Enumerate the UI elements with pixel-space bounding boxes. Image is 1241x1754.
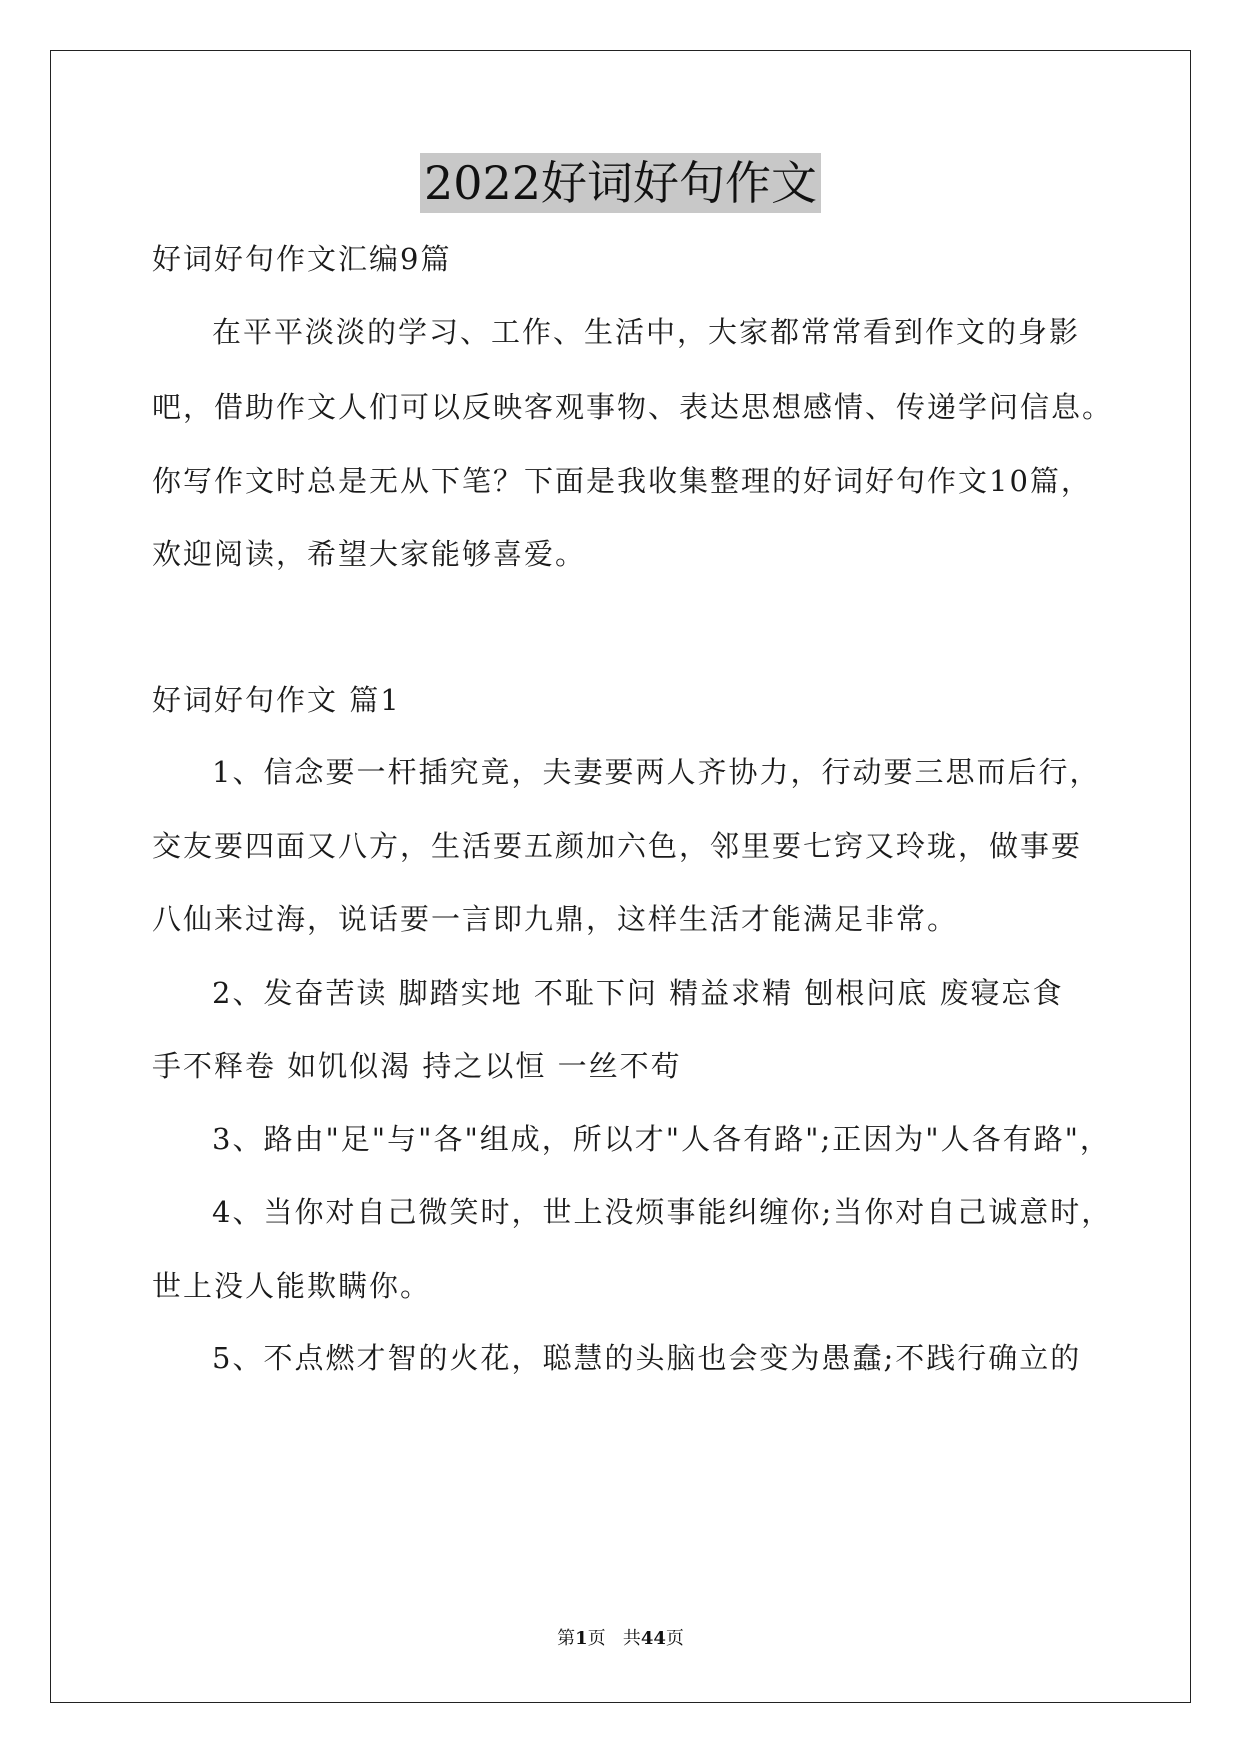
intro-line-1: 在平平淡淡的学习、工作、生活中，大家都常常看到作文的身影	[212, 315, 1081, 349]
footer-page-number: 1	[575, 1628, 588, 1649]
item-line-5: 手不释卷 如饥似渴 持之以恒 一丝不苟	[152, 1049, 682, 1083]
item-line-9: 5、不点燃才智的火花，聪慧的头脑也会变为愚蠢;不践行确立的	[212, 1341, 1082, 1375]
item-line-4: 2、发奋苦读 脚踏实地 不耻下问 精益求精 刨根问底 废寝忘食	[212, 976, 1064, 1010]
item-line-1: 1、信念要一杆插究竟，夫妻要两人齐协力，行动要三思而后行，	[212, 755, 1101, 789]
footer-page-unit: 页	[587, 1628, 606, 1649]
intro-line-2: 吧，借助作文人们可以反映客观事物、表达思想感情、传递学问信息。	[152, 390, 1114, 424]
footer-total-unit: 页	[665, 1628, 684, 1649]
intro-line-3: 你写作文时总是无从下笔？下面是我收集整理的好词好句作文10篇，	[152, 464, 1092, 498]
intro-line-4: 欢迎阅读，希望大家能够喜爱。	[152, 537, 587, 571]
item-line-6: 3、路由"足"与"各"组成，所以才"人各有路";正因为"人各有路"，	[212, 1122, 1111, 1156]
section-heading: 好词好句作文 篇1	[152, 683, 401, 717]
page-border	[50, 50, 1191, 1703]
footer-prefix: 第	[557, 1628, 576, 1649]
item-line-8: 世上没人能欺瞒你。	[152, 1269, 432, 1303]
document-subtitle: 好词好句作文汇编9篇	[152, 242, 452, 276]
item-line-7: 4、当你对自己微笑时，世上没烦事能纠缠你;当你对自己诚意时，	[212, 1195, 1113, 1229]
footer-total-prefix: 共	[622, 1628, 641, 1649]
item-line-2: 交友要四面又八方，生活要五颜加六色，邻里要七窍又玲珑，做事要	[152, 829, 1083, 863]
title-container	[0, 153, 1241, 213]
item-line-3: 八仙来过海，说话要一言即九鼎，这样生活才能满足非常。	[152, 902, 959, 936]
page-footer	[0, 1627, 1241, 1651]
footer-total-pages: 44	[640, 1628, 666, 1649]
document-title: 2022好词好句作文	[420, 153, 821, 213]
